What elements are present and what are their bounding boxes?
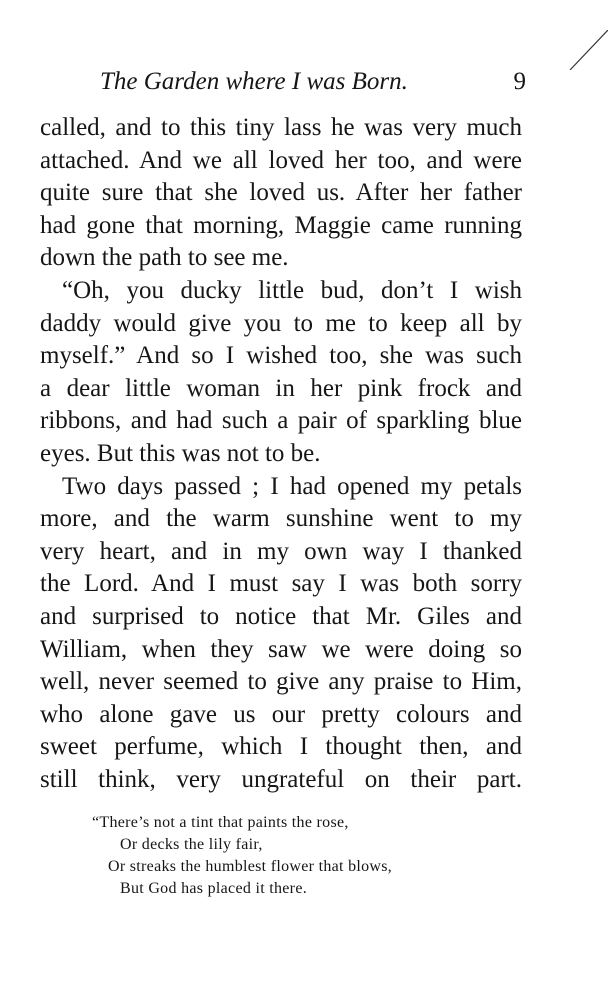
text-line: William, when they saw we were doing so — [40, 635, 522, 663]
text-line: the Lord. And I must say I was both sorry — [40, 570, 522, 598]
text-line: sweet perfume, which I thought then, and — [40, 733, 522, 761]
text-line: “Oh, you ducky little bud, don’t I wish — [62, 276, 522, 304]
verse-line: Or decks the lily fair, — [120, 836, 263, 853]
text-line: daddy would give you to me to keep all by — [40, 309, 522, 337]
running-title: The Garden where I was Born. — [100, 68, 408, 95]
text-line: who alone gave us our pretty colours and — [40, 700, 522, 728]
text-line: ribbons, and had such a pair of sparkling blue — [40, 407, 522, 435]
verse-quote — [92, 812, 512, 900]
running-header — [40, 68, 526, 104]
text-line: eyes. But this was not to be. — [40, 439, 321, 467]
page-number: 9 — [513, 68, 526, 95]
text-line: had gone that morning, Maggie came running — [40, 211, 522, 239]
text-line: more, and the warm sunshine went to my — [40, 505, 522, 533]
text-line: still think, very ungrateful on their part. — [40, 765, 522, 793]
text-line: Two days passed ; I had opened my petals — [62, 472, 522, 500]
text-line: myself.” And so I wished too, she was such — [40, 342, 522, 370]
text-line: called, and to this tiny lass he was very much — [40, 114, 522, 141]
text-line: a dear little woman in her pink frock and — [40, 374, 522, 402]
text-line: quite sure that she loved us. After her father — [40, 179, 522, 207]
verse-line: Or streaks the humblest flower that blows, — [108, 858, 393, 875]
verse-line: But God has placed it there. — [120, 880, 308, 897]
body-text — [40, 112, 522, 796]
text-line: attached. And we all loved her too, and were — [40, 146, 522, 174]
text-line: down the path to see me. — [40, 244, 289, 272]
text-line: very heart, and in my own way I thanked — [40, 537, 522, 565]
verse-line: “There’s not a tint that paints the rose, — [92, 814, 349, 831]
corner-fold-line — [568, 30, 608, 70]
text-line: and surprised to notice that Mr. Giles and — [40, 602, 522, 630]
text-line: well, never seemed to give any praise to Him, — [40, 668, 522, 696]
